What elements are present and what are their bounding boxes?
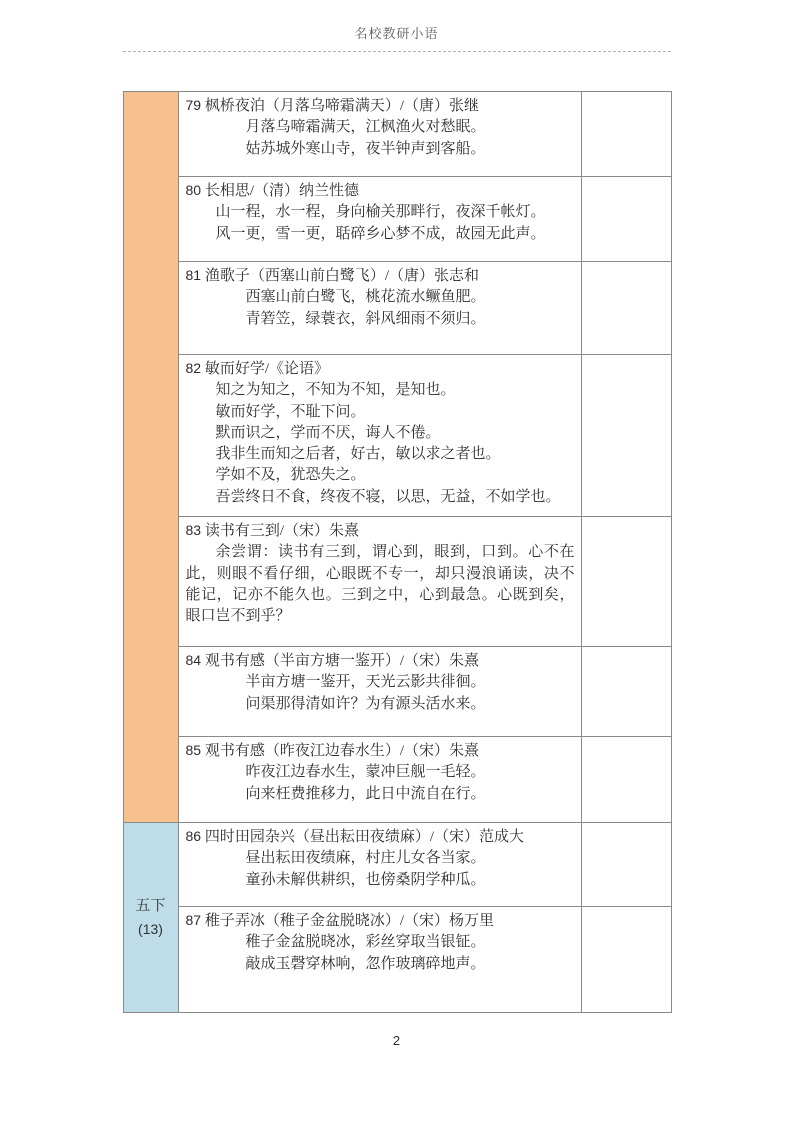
poem-cell	[178, 92, 581, 177]
poem-row	[123, 262, 671, 355]
poem-title	[186, 520, 575, 542]
poem-prose: 余尝谓：读书有三到，谓心到，眼到，口到。心不在此，则眼不看仔细，心眼既不专一，却只漫浪诵读，决不能记，记亦不能久也。三到之中，心到最急。心既到矣，眼口岂不到乎？	[185, 544, 575, 625]
page-number: 2	[392, 1033, 401, 1048]
poem-line: 昨夜江边春水生，蒙冲巨舰一毛轻。	[245, 764, 486, 781]
poem-title	[186, 826, 575, 848]
poem-line: 默而识之，学而不厌，诲人不倦。	[215, 424, 441, 441]
poem-cell	[178, 823, 581, 907]
poem-cell	[178, 517, 581, 647]
poem-number: 87	[185, 912, 202, 928]
poem-line: 西塞山前白鹭飞，桃花流水鳜鱼肥。	[245, 289, 486, 306]
poem-title-text: 渔歌子（西塞山前白鹭飞）/（唐）张志和	[204, 268, 479, 284]
poem-cell	[178, 355, 581, 517]
poem-line: 敏而好学，不耻下问。	[215, 403, 366, 420]
poem-cell	[178, 737, 581, 823]
poem-row	[123, 177, 671, 262]
poem-line: 青箬笠，绿蓑衣，斜风细雨不须归。	[245, 310, 486, 327]
poem-line: 学如不及，犹恐失之。	[215, 467, 366, 484]
notes-cell	[581, 177, 671, 262]
poem-title-text: 观书有感（半亩方塘一鉴开）/（宋）朱熹	[204, 653, 479, 669]
poem-row	[123, 517, 671, 647]
poem-title-text: 敏而好学/《论语》	[204, 361, 329, 377]
notes-cell	[581, 737, 671, 823]
notes-cell	[581, 823, 671, 907]
poem-cell	[178, 647, 581, 737]
poem-row	[123, 647, 671, 737]
group-label: 五下	[135, 897, 166, 914]
poem-line: 向来枉费推移力，此日中流自在行。	[245, 785, 486, 802]
page-content	[123, 0, 671, 1048]
poem-line: 吾尝终日不食，终夜不寝，以思，无益，不如学也。	[215, 488, 561, 505]
notes-cell	[581, 517, 671, 647]
poem-line: 风一更，雪一更，聒碎乡心梦不成，故园无此声。	[215, 225, 546, 242]
poem-row	[123, 823, 671, 907]
poem-line: 敲成玉磬穿林响，忽作玻璃碎地声。	[245, 955, 486, 972]
poem-title	[186, 358, 575, 380]
poem-title	[186, 910, 575, 932]
poem-table-body	[123, 92, 671, 1013]
poem-title	[186, 265, 575, 287]
poem-cell	[178, 907, 581, 1013]
group-cell-upper	[123, 92, 178, 823]
poem-row	[123, 92, 671, 177]
poem-number: 85	[185, 742, 202, 758]
poem-line: 昼出耘田夜绩麻，村庄儿女各当家。	[245, 850, 486, 867]
poem-title-text: 四时田园杂兴（昼出耘田夜绩麻）/（宋）范成大	[204, 829, 524, 845]
poem-title	[186, 740, 575, 762]
poem-title	[186, 180, 575, 202]
poem-line: 我非生而知之后者，好古，敏以求之者也。	[215, 446, 501, 463]
header-title: 名校教研小语	[354, 26, 439, 41]
poem-title-text: 长相思/（清）纳兰性德	[204, 183, 359, 199]
poem-title-text: 观书有感（昨夜江边春水生）/（宋）朱熹	[204, 743, 479, 759]
group-label: (13)	[138, 920, 163, 937]
poem-line: 月落乌啼霜满天，江枫渔火对愁眠。	[245, 119, 486, 136]
page-footer	[123, 1033, 671, 1048]
notes-cell	[581, 907, 671, 1013]
poem-title	[186, 650, 575, 672]
notes-cell	[581, 92, 671, 177]
poem-row	[123, 907, 671, 1013]
poem-line: 姑苏城外寒山寺，夜半钟声到客船。	[245, 140, 486, 157]
notes-cell	[581, 647, 671, 737]
document-header	[123, 0, 671, 52]
poem-cell	[178, 177, 581, 262]
poem-number: 81	[185, 267, 202, 283]
group-cell-five_down	[123, 823, 178, 1013]
poem-line: 知之为知之，不知为不知，是知也。	[215, 382, 456, 399]
poem-title-text: 稚子弄冰（稚子金盆脱晓冰）/（宋）杨万里	[204, 913, 494, 929]
poem-line: 问渠那得清如许？为有源头活水来。	[245, 695, 486, 712]
poem-number: 79	[185, 97, 202, 113]
poem-number: 80	[185, 182, 202, 198]
poem-row	[123, 737, 671, 823]
poem-title-text: 读书有三到/（宋）朱熹	[204, 523, 359, 539]
notes-cell	[581, 355, 671, 517]
poem-number: 84	[185, 652, 202, 668]
poem-row	[123, 355, 671, 517]
poem-line: 童孙未解供耕织，也傍桑阴学种瓜。	[245, 871, 486, 888]
poem-line: 半亩方塘一鉴开，天光云影共徘徊。	[245, 674, 486, 691]
header-divider	[123, 51, 671, 52]
poem-number: 83	[185, 522, 202, 538]
poem-number: 86	[185, 828, 202, 844]
poem-line: 稚子金盆脱晓冰，彩丝穿取当银钲。	[245, 934, 486, 951]
poem-cell	[178, 262, 581, 355]
poem-number: 82	[185, 360, 202, 376]
poem-title	[186, 95, 575, 117]
notes-cell	[581, 262, 671, 355]
poem-line: 山一程，水一程，身向榆关那畔行，夜深千帐灯。	[215, 204, 546, 221]
poem-table	[123, 91, 672, 1013]
poem-title-text: 枫桥夜泊（月落乌啼霜满天）/（唐）张继	[204, 98, 479, 114]
